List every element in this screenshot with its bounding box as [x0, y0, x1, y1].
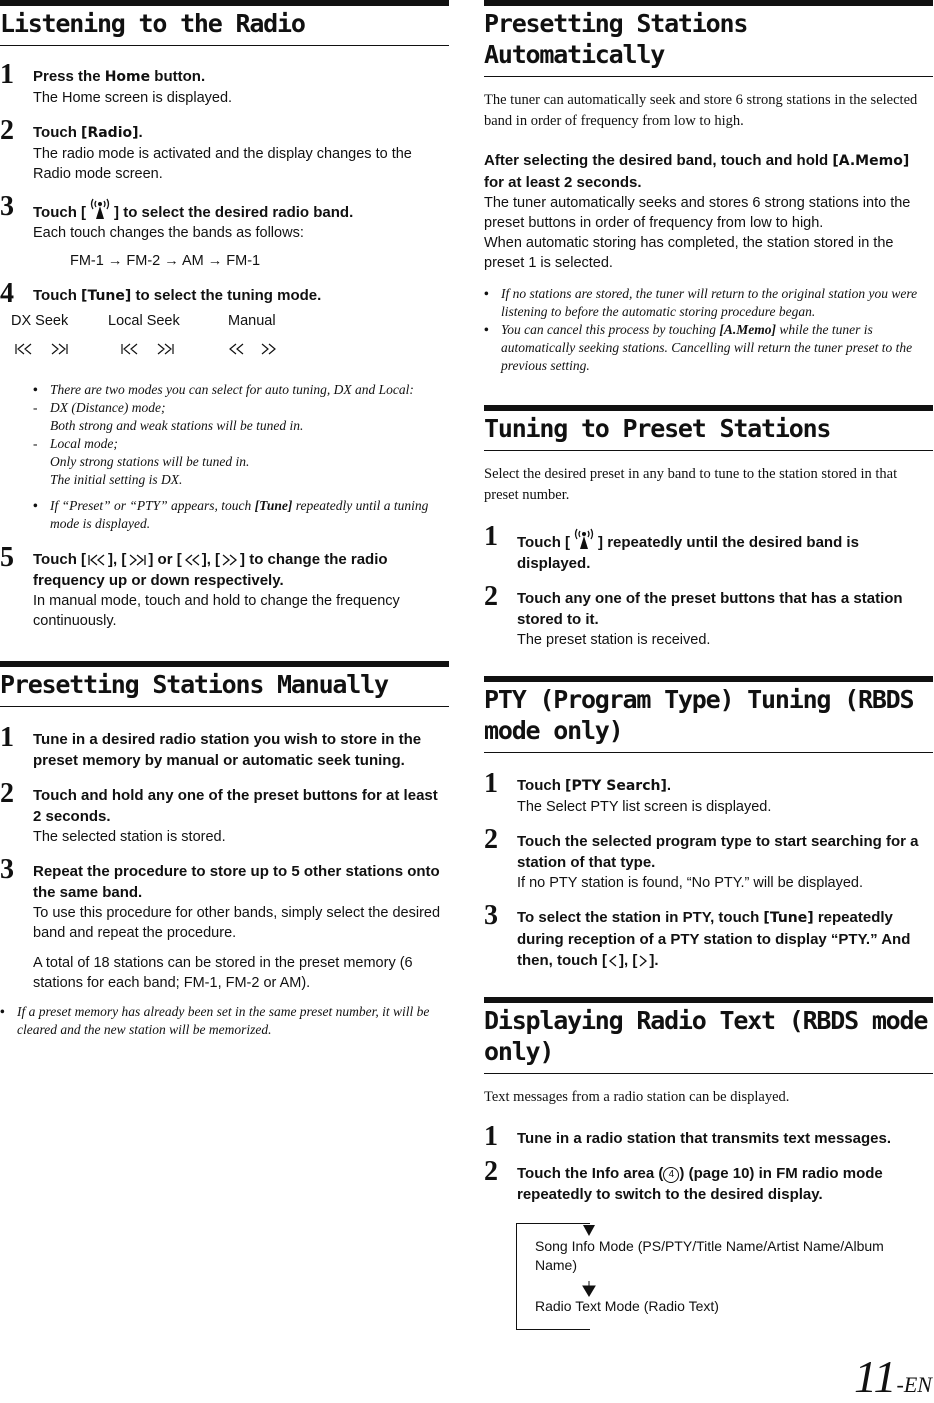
note-text: The initial setting is DX.	[50, 472, 183, 487]
step-down-icon	[182, 553, 202, 567]
note-text: There are two modes you can select for auto tuning, DX and Local:	[50, 382, 414, 397]
info-area-number: 4	[663, 1167, 679, 1183]
page-number-value: 11	[853, 1351, 897, 1402]
step-1	[484, 768, 933, 817]
main-instruction	[484, 150, 933, 193]
step-description: If no PTY station is found, “No PTY.” will be displayed.	[517, 875, 864, 891]
step-description: The Select PTY list screen is displayed.	[517, 799, 772, 815]
local-seek-arrows-icon	[117, 341, 177, 357]
mode-local-seek-label: Local Seek	[108, 313, 180, 329]
step-5	[0, 542, 449, 631]
note: • If “Preset” or “PTY” appears, touch [Tune] repeatedly until a tuning mode is displayed.	[33, 498, 429, 531]
pty-search-keyword: [PTY Search]	[565, 778, 667, 794]
step-description: Each touch changes the bands as follows:	[33, 225, 304, 241]
step-number: 3	[0, 854, 14, 885]
section-title: Presetting Stations Automatically	[484, 9, 748, 69]
step-text: Touch [	[33, 551, 87, 568]
step-text: ].	[649, 952, 659, 969]
step-number: 4	[0, 278, 14, 309]
step-description: The radio mode is activated and the display changes to the Radio mode screen.	[33, 146, 412, 182]
radio-keyword: [Radio]	[81, 125, 139, 141]
step-4	[0, 278, 449, 371]
step-number: 1	[0, 722, 14, 753]
step-text: Touch the Info area (	[517, 1165, 664, 1182]
step-3	[0, 854, 449, 993]
step-2	[484, 1156, 933, 1205]
instruction-text: for at least 2 seconds.	[484, 174, 642, 191]
description: The tuner automatically seeks and stores 6 strong stations into the preset buttons in order of frequency from low to high.	[484, 195, 911, 231]
step-text: ] to change the radio frequency up or down respectively.	[33, 551, 388, 589]
note-local: - Local mode; Only strong stations will be tuned in. The initial setting is DX.	[33, 436, 250, 487]
note-text: If no stations are stored, the tuner will return to the original station you were listening to before the automatic storing procedure began.	[501, 286, 918, 319]
step-number: 5	[0, 542, 14, 573]
step-1	[0, 722, 449, 771]
step-2	[0, 778, 449, 847]
seek-up-icon	[126, 553, 148, 567]
step-3	[484, 900, 933, 971]
note-text: DX (Distance) mode;	[50, 400, 166, 415]
note-keyword: [A.Memo]	[719, 322, 776, 337]
section-intro: Text messages from a radio station can be displayed.	[484, 1089, 790, 1105]
note-text: Local mode;	[50, 436, 118, 451]
next-icon	[637, 954, 649, 968]
step-number: 1	[0, 59, 14, 90]
step-number: 3	[0, 191, 14, 222]
display-mode-flow	[516, 1223, 931, 1331]
step-description: The selected station is stored.	[33, 829, 226, 845]
step-text: Touch [	[517, 534, 571, 551]
note-text: while the tuner is automatically seeking stations. Cancelling will return the tuner preset to the previous setting.	[501, 322, 913, 373]
section-title: PTY (Program Type) Tuning (RBDS mode only)	[484, 685, 914, 745]
step-text: ], [	[619, 952, 638, 969]
step-text: Touch	[517, 777, 566, 794]
section-title: Listening to the Radio	[0, 9, 305, 38]
section-title: Displaying Radio Text (RBDS mode only)	[484, 1006, 928, 1066]
step-text: Tune in a radio station that transmits text messages.	[517, 1130, 891, 1147]
step-2	[484, 824, 933, 893]
step-text: Touch [	[33, 204, 87, 221]
manual-arrows-icon	[223, 341, 283, 357]
instruction-text: After selecting the desired band, touch and hold	[484, 152, 833, 169]
step-2	[0, 115, 449, 184]
seek-arrows-icon	[11, 341, 71, 357]
step-text: ], [	[201, 551, 221, 568]
step-description: In manual mode, touch and hold to change the frequency continuously.	[33, 593, 400, 629]
section-intro: The tuner can automatically seek and store 6 strong stations in the selected band in order of frequency from low to high.	[484, 92, 918, 129]
note: • There are two modes you can select for auto tuning, DX and Local:	[33, 382, 414, 397]
seek-down-icon	[86, 553, 108, 567]
step-text: ) (page 10) in FM radio mode repeatedly to switch to the desired display.	[517, 1165, 883, 1203]
step-text: Touch	[33, 287, 82, 304]
song-info-mode: Song Info Mode (PS/PTY/Title Name/Artist Name/Album Name)	[535, 1238, 884, 1273]
step-text: To select the station in PTY, touch	[517, 909, 764, 926]
step-text: .	[666, 777, 672, 794]
section-intro: Select the desired preset in any band to tune to the station stored in that preset number.	[484, 466, 898, 503]
radio-band-icon	[570, 528, 598, 550]
step-1	[0, 59, 449, 108]
section-header-radio-text	[484, 997, 933, 1074]
flow-arrow-icon	[582, 1223, 596, 1237]
left-column	[0, 0, 449, 1039]
radio-band-icon	[86, 198, 114, 220]
step-number: 3	[484, 900, 498, 931]
step-number: 2	[484, 581, 498, 612]
step-text: ] to select the desired radio band.	[114, 204, 354, 221]
mode-dx-seek-label: DX Seek	[11, 313, 69, 329]
note-dx: - DX (Distance) mode; Both strong and weak stations will be tuned in.	[33, 400, 304, 433]
step-number: 1	[484, 768, 498, 799]
tune-keyword: [Tune]	[763, 910, 814, 926]
step-1	[484, 521, 933, 574]
page-suffix: -EN	[896, 1372, 932, 1397]
step-text: ] or [	[148, 551, 182, 568]
step-text: ], [	[108, 551, 127, 568]
tune-keyword: [Tune]	[81, 288, 132, 304]
previous-icon	[607, 954, 619, 968]
step-number: 2	[0, 115, 14, 146]
note-text: You can cancel this process by touching	[501, 322, 720, 337]
step-text: Touch	[33, 124, 82, 141]
step-text: to select the tuning mode.	[131, 287, 322, 304]
step-number: 1	[484, 1121, 498, 1152]
section-title: Tuning to Preset Stations	[484, 414, 831, 443]
step-text: Touch and hold any one of the preset buttons for at least 2 seconds.	[33, 787, 438, 825]
step-1	[484, 1121, 933, 1152]
step-number: 1	[484, 521, 498, 552]
step-description: A total of 18 stations can be stored in the preset memory (6 stations for each band; FM-1, FM-2 or AM).	[33, 955, 413, 991]
section-header-preset	[484, 405, 933, 451]
step-text: repeatedly during reception of a PTY station to display “PTY.” And then, touch [	[517, 909, 911, 969]
note-text: repeatedly until a tuning mode is displayed.	[50, 498, 429, 531]
step-number: 2	[484, 824, 498, 855]
step-description: The Home screen is displayed.	[33, 90, 233, 106]
step-text: Press the	[33, 68, 105, 85]
step-text: ] repeatedly until the desired band is displayed.	[517, 534, 859, 572]
right-column	[484, 0, 933, 1331]
step-text: Tune in a desired radio station you wish to store in the preset memory by manual or automatic seek tuning.	[33, 731, 422, 769]
flow-arrow-icon	[582, 1281, 596, 1297]
band-sequence: FM-1 → FM-2 → AM → FM-1	[70, 253, 261, 269]
page-number	[854, 1350, 932, 1403]
home-keyword: Home	[104, 69, 151, 85]
note: • If a preset memory has already been set in the same preset number, it will be cleared and the new station will be memorized.	[0, 1004, 430, 1037]
section-header-pty	[484, 676, 933, 753]
section-header-listening	[0, 0, 449, 46]
step-description: The preset station is received.	[517, 632, 711, 648]
step-2	[484, 581, 933, 650]
note-text: Both strong and weak stations will be tuned in.	[50, 418, 304, 433]
step-3	[0, 191, 449, 271]
step-number: 2	[484, 1156, 498, 1187]
step-text: button.	[150, 68, 206, 85]
step-number: 2	[0, 778, 14, 809]
amemo-keyword: [A.Memo]	[832, 153, 910, 169]
mode-manual-label: Manual	[228, 313, 276, 329]
step-up-icon	[220, 553, 240, 567]
note: • If no stations are stored, the tuner will return to the original station you were listening to before the automatic storing procedure began.	[484, 286, 918, 319]
step-description: To use this procedure for other bands, simply select the desired band and repeat the procedure.	[33, 905, 441, 941]
radio-text-mode: Radio Text Mode (Radio Text)	[535, 1298, 719, 1314]
step-text: .	[138, 124, 143, 141]
section-header-manual	[0, 661, 449, 707]
description: When automatic storing has completed, the station stored in the preset 1 is selected.	[484, 235, 894, 271]
step-text: Touch the selected program type to start searching for a station of that type.	[517, 833, 919, 871]
note: • You can cancel this process by touching [A.Memo] while the tuner is automatically seeking stations. Cancelling will return the tuner preset to the previous setting.	[484, 322, 913, 373]
note-text: Only strong stations will be tuned in.	[50, 454, 250, 469]
tuning-modes	[11, 313, 449, 371]
note-text: If “Preset” or “PTY” appears, touch	[50, 498, 255, 513]
note-text: If a preset memory has already been set in the same preset number, it will be cleared and the new station will be memorized.	[17, 1004, 430, 1037]
section-header-auto	[484, 0, 933, 77]
section-title: Presetting Stations Manually	[0, 670, 388, 699]
step-text: Touch any one of the preset buttons that has a station stored to it.	[517, 590, 903, 628]
note-keyword: [Tune]	[254, 498, 293, 513]
step-text: Repeat the procedure to store up to 5 other stations onto the same band.	[33, 863, 440, 901]
